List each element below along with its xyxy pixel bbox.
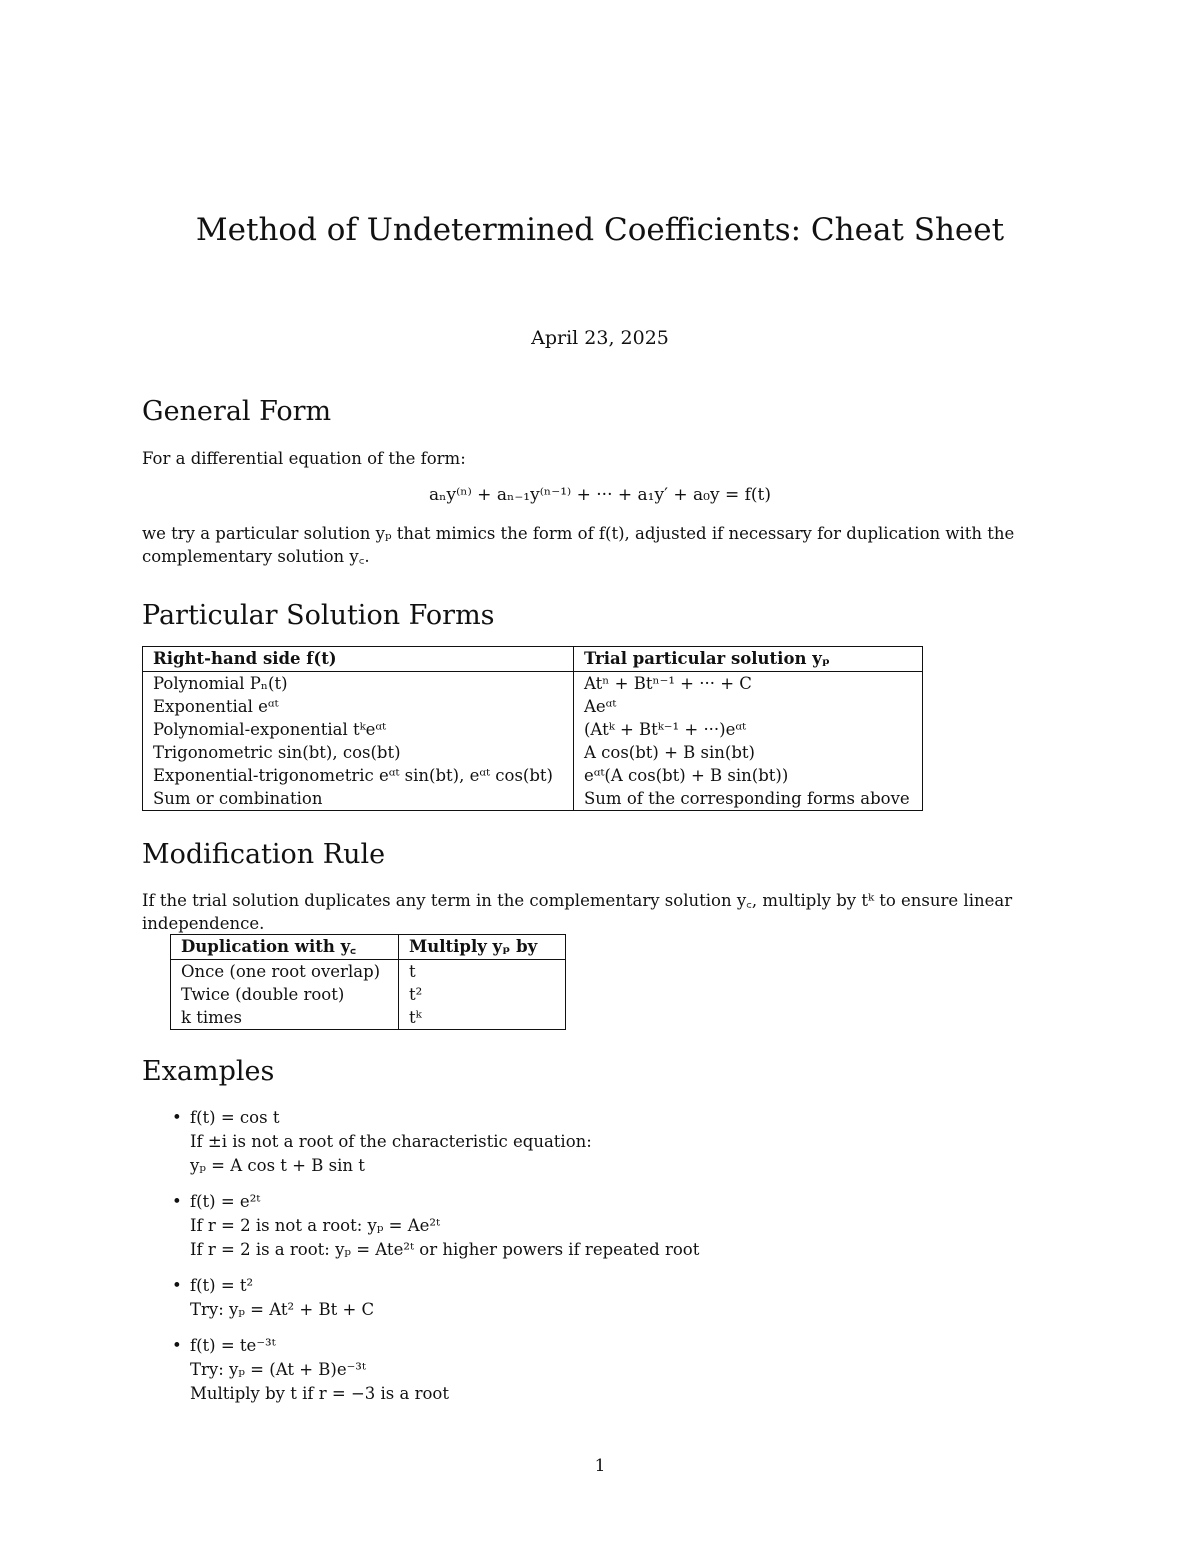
example-solution: Try: yₚ = (At + B)e⁻³ᵗ [190, 1360, 366, 1379]
page-number: 1 [594, 1456, 606, 1476]
example-function: f(t) = cos t [190, 1108, 280, 1127]
table-row [143, 718, 923, 741]
table-header-row [143, 647, 923, 672]
rhs-cell: Polynomial Pₙ(t) [143, 672, 574, 696]
column-header-duplication: Duplication with y꜀ [171, 935, 399, 960]
general-form-heading: General Form [142, 396, 332, 427]
rhs-cell: Polynomial-exponential tᵏeᵅᵗ [143, 718, 574, 741]
example-condition: If ±i is not a root of the characteristic equation: [190, 1132, 592, 1151]
general-equation: aₙy⁽ⁿ⁾ + aₙ₋₁y⁽ⁿ⁻¹⁾ + ··· + a₁y′ + a₀y = f(t) [428, 485, 771, 505]
bullet-icon: • [172, 1276, 182, 1295]
rhs-cell: Sum or combination [143, 787, 574, 811]
example-solution: Try: yₚ = At² + Bt + C [190, 1300, 375, 1319]
table-header-row [171, 935, 566, 960]
modification-text-line1: If the trial solution duplicates any term in the complementary solution y꜀, multiply by tᵏ to ensure linear [142, 891, 1013, 910]
column-header-multiply: Multiply yₚ by [399, 935, 566, 960]
list-item [142, 1190, 1042, 1262]
modification-rule-heading: Modification Rule [142, 839, 386, 870]
general-explanation-line1: we try a particular solution yₚ that mimics the form of f(t), adjusted if necessary for duplication with the [142, 524, 1015, 543]
example-function: f(t) = te⁻³ᵗ [190, 1336, 276, 1355]
multiplier-cell: t² [399, 983, 566, 1006]
multiplier-cell: t [399, 960, 566, 984]
document-date: April 23, 2025 [531, 327, 669, 349]
table-row [143, 764, 923, 787]
modification-table [170, 934, 566, 1030]
bullet-icon: • [172, 1336, 182, 1355]
table-row [171, 983, 566, 1006]
bullet-icon: • [172, 1192, 182, 1211]
page-title: Method of Undetermined Coefficients: Cheat Sheet [195, 212, 1005, 248]
list-item [142, 1106, 1042, 1178]
table-row [171, 1006, 566, 1030]
multiplier-cell: tᵏ [399, 1006, 566, 1030]
examples-heading: Examples [142, 1056, 275, 1087]
duplication-cell: Twice (double root) [171, 983, 399, 1006]
example-solution: If r = 2 is a root: yₚ = Ate²ᵗ or higher powers if repeated root [190, 1240, 700, 1259]
modification-text-line2: independence. [142, 914, 265, 933]
example-note: Multiply by t if r = −3 is a root [190, 1384, 449, 1403]
duplication-cell: k times [171, 1006, 399, 1030]
rhs-cell: Exponential-trigonometric eᵅᵗ sin(bt), eᵅᵗ cos(bt) [143, 764, 574, 787]
table-row [143, 695, 923, 718]
trial-cell: A cos(bt) + B sin(bt) [574, 741, 923, 764]
trial-cell: Atⁿ + Btⁿ⁻¹ + ··· + C [574, 672, 923, 696]
general-intro: For a differential equation of the form: [142, 449, 466, 468]
trial-cell: (Atᵏ + Btᵏ⁻¹ + ···)eᵅᵗ [574, 718, 923, 741]
trial-cell: Aeᵅᵗ [574, 695, 923, 718]
duplication-cell: Once (one root overlap) [171, 960, 399, 984]
general-explanation-line2: complementary solution y꜀. [142, 547, 370, 566]
list-item [142, 1334, 1042, 1406]
column-header-rhs: Right-hand side f(t) [143, 647, 574, 672]
example-function: f(t) = e²ᵗ [190, 1192, 261, 1211]
rhs-cell: Exponential eᵅᵗ [143, 695, 574, 718]
table-row [143, 787, 923, 811]
particular-forms-heading: Particular Solution Forms [142, 600, 495, 631]
example-function: f(t) = t² [190, 1276, 254, 1295]
column-header-trial: Trial particular solution yₚ [574, 647, 923, 672]
bullet-icon: • [172, 1108, 182, 1127]
rhs-cell: Trigonometric sin(bt), cos(bt) [143, 741, 574, 764]
table-row [143, 741, 923, 764]
list-item [142, 1274, 1042, 1322]
particular-forms-table [142, 646, 923, 811]
examples-list [142, 1106, 1042, 1418]
trial-cell: eᵅᵗ(A cos(bt) + B sin(bt)) [574, 764, 923, 787]
example-solution: yₚ = A cos t + B sin t [190, 1156, 365, 1175]
table-row [143, 672, 923, 696]
trial-cell: Sum of the corresponding forms above [574, 787, 923, 811]
example-condition: If r = 2 is not a root: yₚ = Ae²ᵗ [190, 1216, 441, 1235]
table-row [171, 960, 566, 984]
